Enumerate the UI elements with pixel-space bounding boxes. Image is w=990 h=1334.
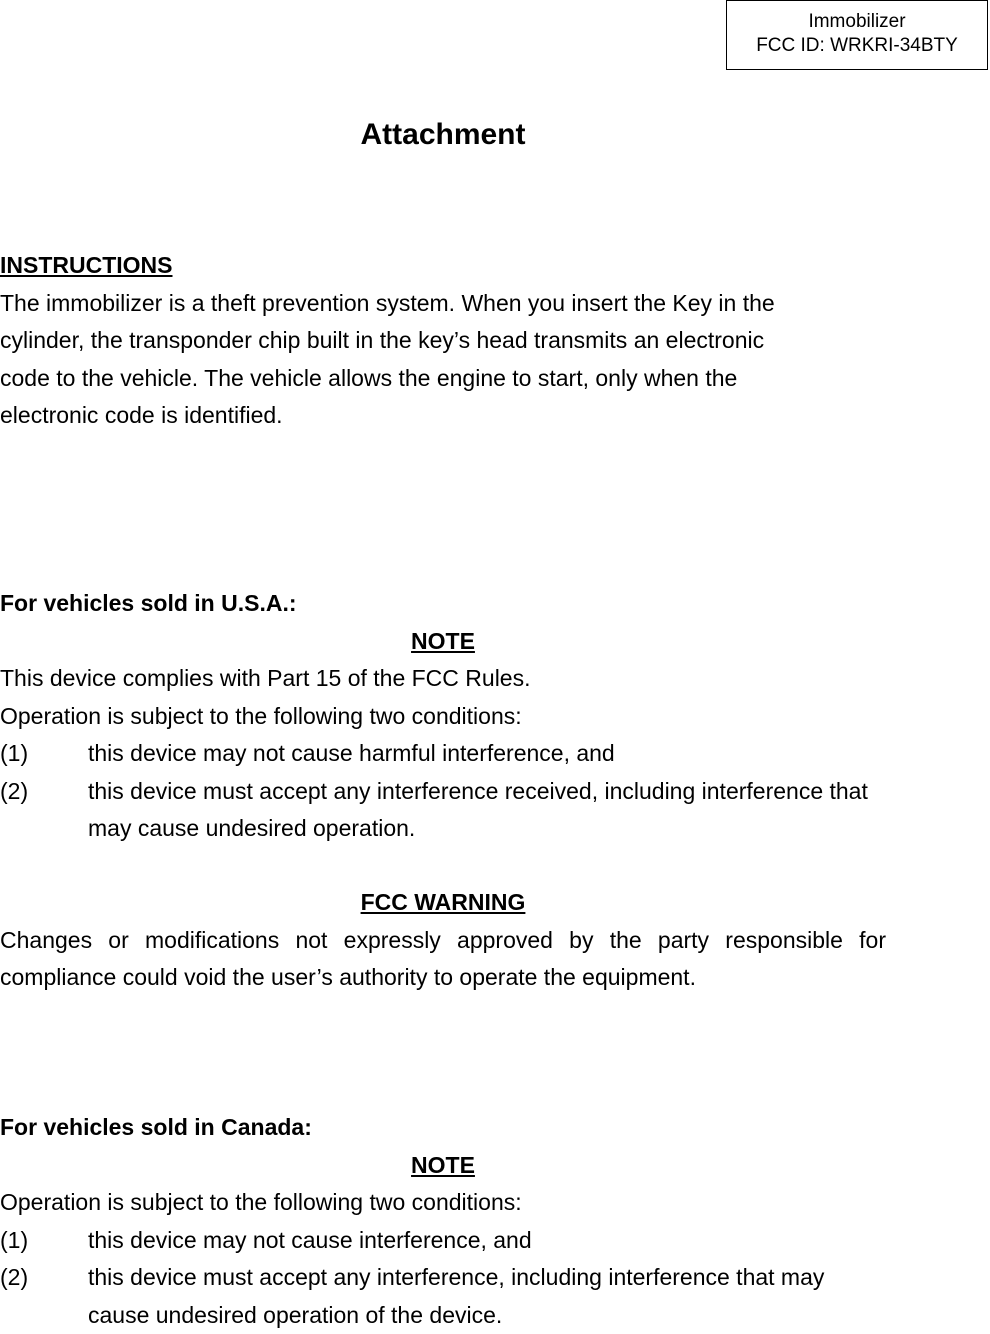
page-title: Attachment xyxy=(360,118,526,151)
fcc-box-product-name: Immobilizer xyxy=(808,11,906,32)
instructions-line: electronic code is identified. xyxy=(0,402,283,428)
instructions-line: code to the vehicle. The vehicle allows the engine to start, only when the xyxy=(0,364,738,391)
canada-condition-item xyxy=(0,1222,886,1260)
canada-condition-text: this device must accept any interference, including interference that may cause undesired operation of the device. xyxy=(88,1264,825,1328)
instructions-line: cylinder, the transponder chip built in the key’s head transmits an electronic xyxy=(0,327,765,353)
fcc-warning-section xyxy=(0,884,886,997)
canada-condition-text: this device may not cause interference, and xyxy=(88,1226,532,1253)
usa-section xyxy=(0,585,886,848)
usa-note-heading: NOTE xyxy=(411,627,475,654)
usa-condition-text: this device must accept any interference received, including interference that may cause undesired operation. xyxy=(88,777,868,841)
instructions-heading: INSTRUCTIONS xyxy=(0,252,173,278)
canada-note-heading: NOTE xyxy=(411,1151,475,1178)
fcc-id-box xyxy=(726,0,988,70)
usa-note-line: Operation is subject to the following two conditions: xyxy=(0,702,522,729)
usa-note-line: This device complies with Part 15 of the FCC Rules. xyxy=(0,665,531,691)
canada-condition-item xyxy=(0,1259,886,1334)
canada-condition-number: (1) xyxy=(0,1226,29,1253)
canada-heading: For vehicles sold in Canada: xyxy=(0,1114,312,1140)
fcc-warning-heading: FCC WARNING xyxy=(360,889,526,915)
fcc-warning-text: Changes or modifications not expressly approved by the party responsible for compliance could void the user’s authority to operate the equipment. xyxy=(0,926,886,990)
canada-note-line: Operation is subject to the following two conditions: xyxy=(0,1189,522,1215)
usa-condition-item xyxy=(0,735,886,773)
canada-section xyxy=(0,1109,886,1334)
usa-heading: For vehicles sold in U.S.A.: xyxy=(0,590,297,616)
usa-condition-number: (1) xyxy=(0,740,29,766)
fcc-box-fcc-id: FCC ID: WRKRI-34BTY xyxy=(756,35,958,56)
usa-condition-number: (2) xyxy=(0,777,29,804)
canada-condition-number: (2) xyxy=(0,1264,29,1290)
instructions-section xyxy=(0,247,886,435)
usa-condition-item xyxy=(0,773,886,848)
usa-condition-text: this device may not cause harmful interference, and xyxy=(88,740,615,766)
instructions-line: The immobilizer is a theft prevention system. When you insert the Key in the xyxy=(0,289,775,316)
